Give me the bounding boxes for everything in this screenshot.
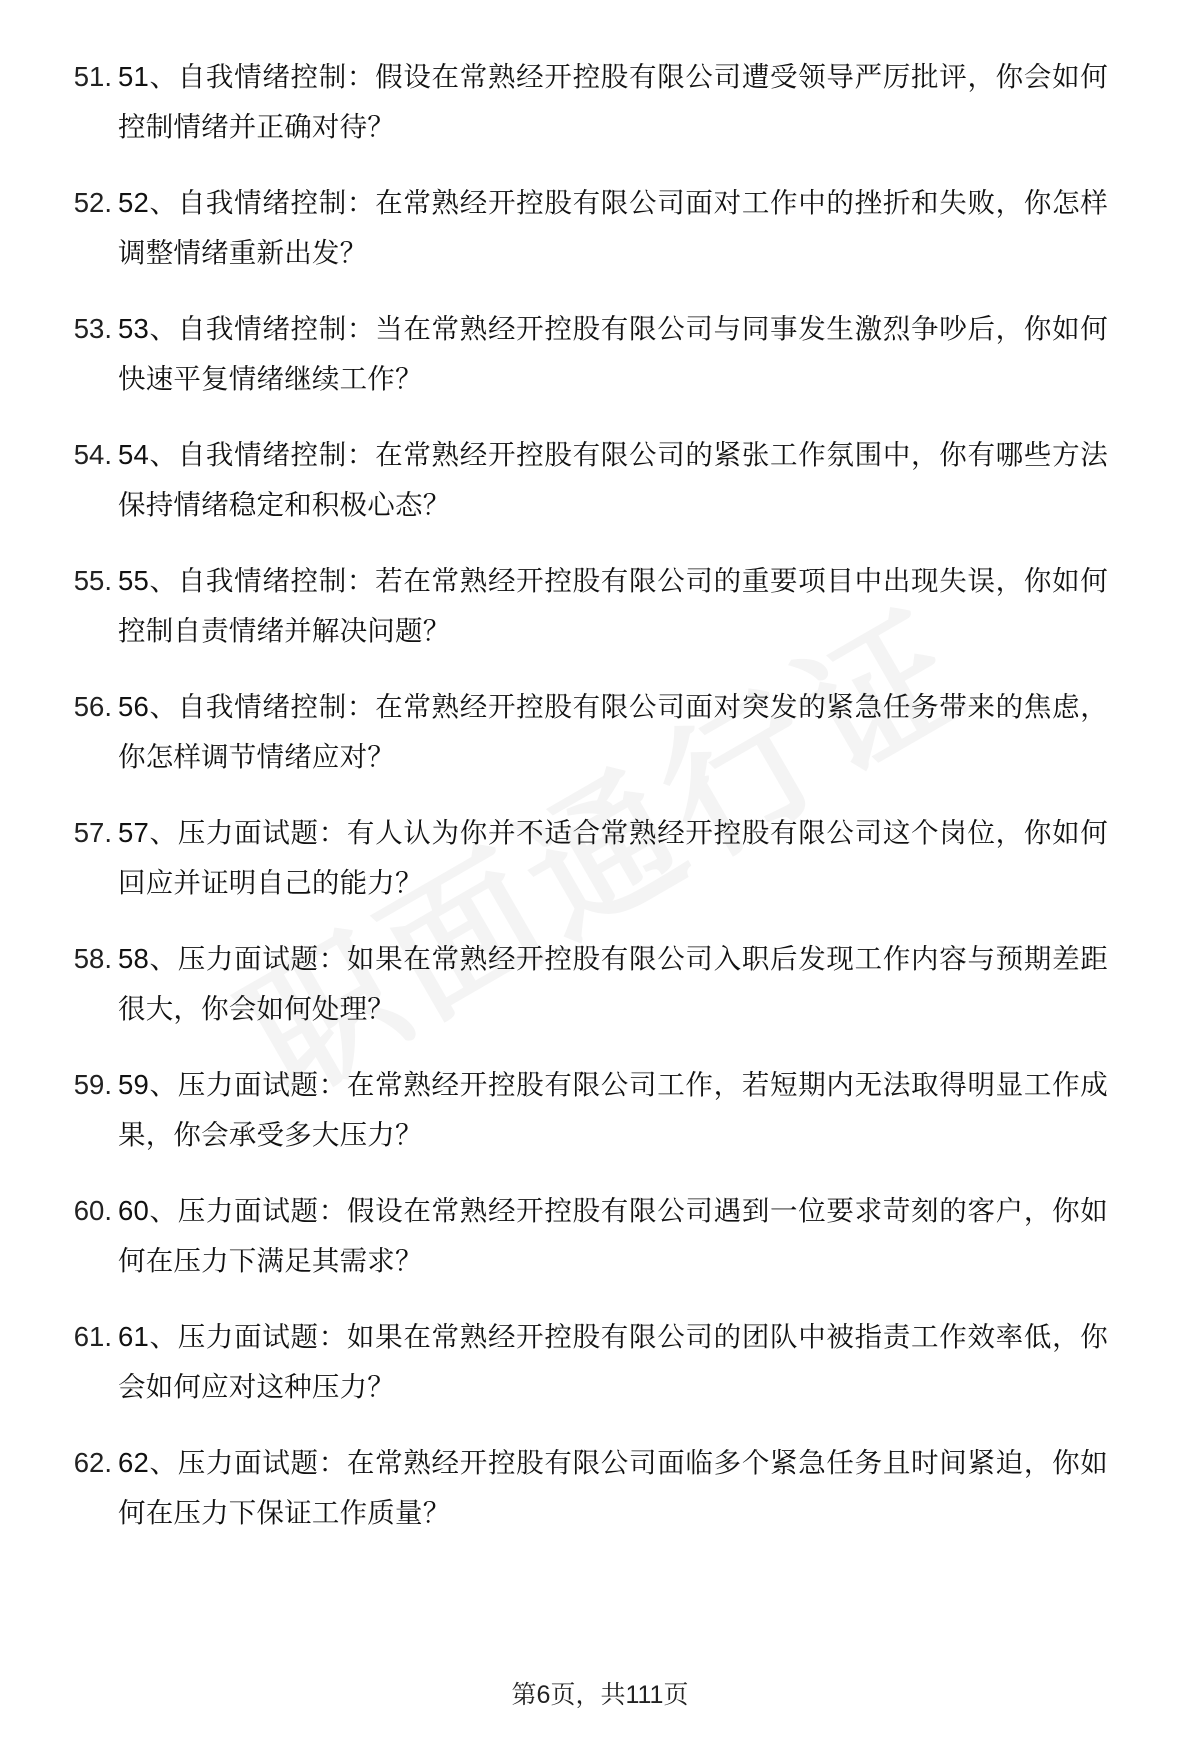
list-item-number: 61.	[73, 1321, 112, 1352]
list-item-number: 56.	[73, 691, 112, 722]
list-item-text: 58、压力面试题：如果在常熟经开控股有限公司入职后发现工作内容与预期差距很大，你会如何处理？	[118, 943, 1108, 1024]
list-item-number: 53.	[73, 313, 112, 344]
list-item-number: 59.	[73, 1069, 112, 1100]
list-item	[52, 304, 1108, 404]
list-item-text: 57、压力面试题：有人认为你并不适合常熟经开控股有限公司这个岗位，你如何回应并证明自己的能力？	[118, 817, 1108, 898]
list-item-number: 62.	[73, 1447, 112, 1478]
list-item	[52, 682, 1108, 782]
list-item-number: 57.	[73, 817, 112, 848]
list-item	[52, 934, 1108, 1034]
list-item-text: 60、压力面试题：假设在常熟经开控股有限公司遇到一位要求苛刻的客户，你如何在压力下满足其需求？	[118, 1195, 1108, 1276]
list-item-text: 59、压力面试题：在常熟经开控股有限公司工作，若短期内无法取得明显工作成果，你会承受多大压力？	[118, 1069, 1108, 1150]
list-item	[52, 1186, 1108, 1286]
list-item-number: 58.	[73, 943, 112, 974]
list-item-number: 54.	[73, 439, 112, 470]
list-item-text: 55、自我情绪控制：若在常熟经开控股有限公司的重要项目中出现失误，你如何控制自责情绪并解决问题？	[118, 565, 1108, 646]
list-item-text: 52、自我情绪控制：在常熟经开控股有限公司面对工作中的挫折和失败，你怎样调整情绪重新出发？	[118, 187, 1108, 268]
list-item	[52, 1312, 1108, 1412]
list-item-text: 51、自我情绪控制：假设在常熟经开控股有限公司遭受领导严厉批评，你会如何控制情绪并正确对待？	[118, 61, 1108, 142]
list-item-number: 51.	[73, 61, 112, 92]
list-item-text: 62、压力面试题：在常熟经开控股有限公司面临多个紧急任务且时间紧迫，你如何在压力下保证工作质量？	[118, 1447, 1108, 1528]
list-item-text: 56、自我情绪控制：在常熟经开控股有限公司面对突发的紧急任务带来的焦虑，你怎样调节情绪应对？	[118, 691, 1108, 772]
list-item-text: 53、自我情绪控制：当在常熟经开控股有限公司与同事发生激烈争吵后，你如何快速平复情绪继续工作？	[118, 313, 1108, 394]
list-item-text: 54、自我情绪控制：在常熟经开控股有限公司的紧张工作氛围中，你有哪些方法保持情绪稳定和积极心态？	[118, 439, 1108, 520]
list-item	[52, 430, 1108, 530]
list-item-number: 60.	[73, 1195, 112, 1226]
list-item	[52, 178, 1108, 278]
page-footer: 第6页，共111页	[511, 1681, 689, 1709]
list-item	[52, 1060, 1108, 1160]
question-list	[52, 52, 1108, 1538]
list-item-number: 52.	[73, 187, 112, 218]
list-item-text: 61、压力面试题：如果在常熟经开控股有限公司的团队中被指责工作效率低，你会如何应对这种压力？	[118, 1321, 1108, 1402]
list-item-number: 55.	[73, 565, 112, 596]
list-item	[52, 556, 1108, 656]
list-item	[52, 808, 1108, 908]
list-item	[52, 52, 1108, 152]
list-item	[52, 1438, 1108, 1538]
